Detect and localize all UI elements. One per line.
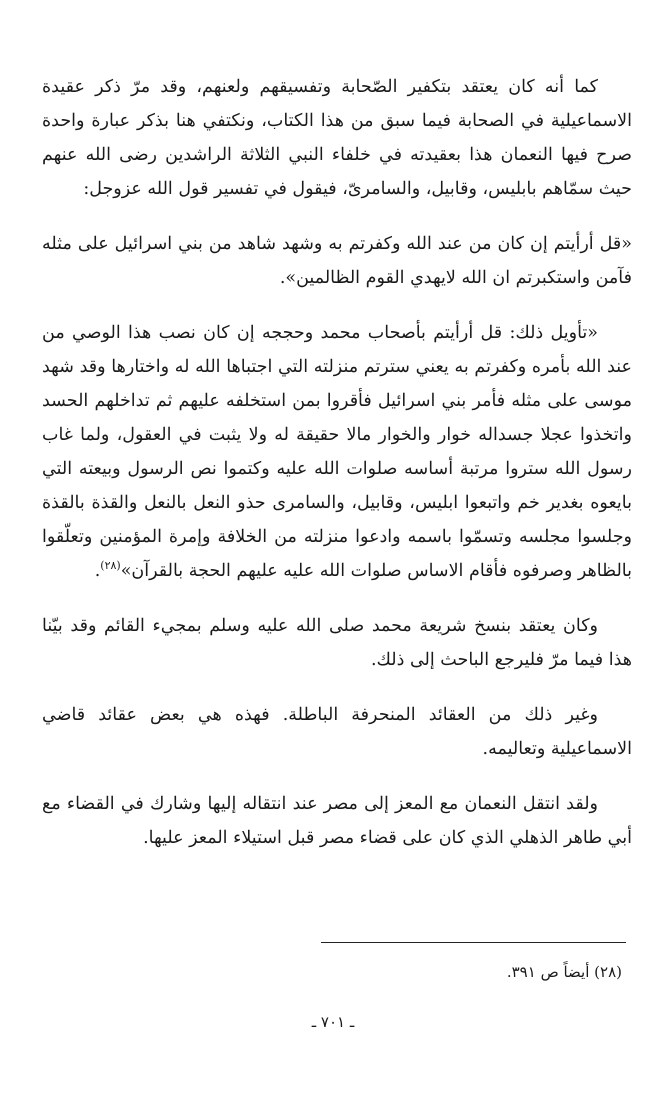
paragraph-tawil <box>42 316 632 588</box>
tawil-period: . <box>94 561 101 581</box>
page-number: ـ ٧٠١ ـ <box>311 1013 355 1031</box>
body-text <box>42 70 632 876</box>
paragraph-aqaid: وغير ذلك من العقائد المنحرفة الباطلة. فهذه هي بعض عقائد قاضي الاسماعيلية وتعاليمه. <box>42 705 632 759</box>
footnote-marker: (٢٨) <box>100 559 121 573</box>
paragraph-quran-verse: «قل أرأيتم إن كان من عند الله وكفرتم به وشهد شاهد من بني اسرائيل على مثله فآمن واستكبرتم ان الله لايهدي القوم الظالمين». <box>42 234 632 288</box>
footnote: (٢٨) أيضاً ص ٣٩١. <box>506 963 622 981</box>
tawil-text: «تأويل ذلك: قل أرأيتم بأصحاب محمد وحججه إن كان نصب هذا الوصي من عند الله بأمره وكفرتم به يعني سترتم منزلته التي اجتباها الله له واختارها وقد شهد موسى على مثله فأمر بني اسرائيل فأقروا بمن استخلفه عليهم ثم تداخلهم الحسد واتخذوا عجلا جسداله خوار والخوار مالا حقيقة له ولا يثبت في العقول، ولما غاب رسول الله ستروا مرتبة أساسه صلوات الله عليه وكتموا نص الرسول وبيعته التي بايعوه بغدير خم واتبعوا ابليس، وقابيل، والسامرى حذو النعل بالنعل والقذة بالقذة وجلسوا مجلسه وتسمّوا باسمه وادعوا منزلته من الخلافة وإمرة المؤمنين وتعلّقوا بالظاهر وصرفوه فأقام الاساس صلوات الله عليه عليهم الحجة بالقرآن» <box>42 323 632 581</box>
paragraph-naskh: وكان يعتقد بنسخ شريعة محمد صلى الله عليه وسلم بمجيء القائم وقد بيّنا هذا فيما مرّ فليرجع الباحث إلى ذلك. <box>42 616 632 670</box>
paragraph-intiqal: ولقد انتقل النعمان مع المعز إلى مصر عند انتقاله إليها وشارك في القضاء مع أبي طاهر الذهلي الذي كان على قضاء مصر قبل استيلاء المعز عليها. <box>42 794 632 848</box>
footnote-divider <box>321 942 626 943</box>
paragraph-takfir: كما أنه كان يعتقد بتكفير الصّحابة وتفسيقهم ولعنهم، وقد مرّ ذكر عقيدة الاسماعيلية في الصحابة فيما سبق من هذا الكتاب، ونكتفي هنا بذكر عبارة واحدة صرح فيها النعمان هذا بعقيدته في خلفاء النبي الثلاثة الراشدين رضى الله عنهم حيث سمّاهم بابليس، وقابيل، والسامرىّ، فيقول في تفسير قول الله عزوجل: <box>42 77 632 199</box>
